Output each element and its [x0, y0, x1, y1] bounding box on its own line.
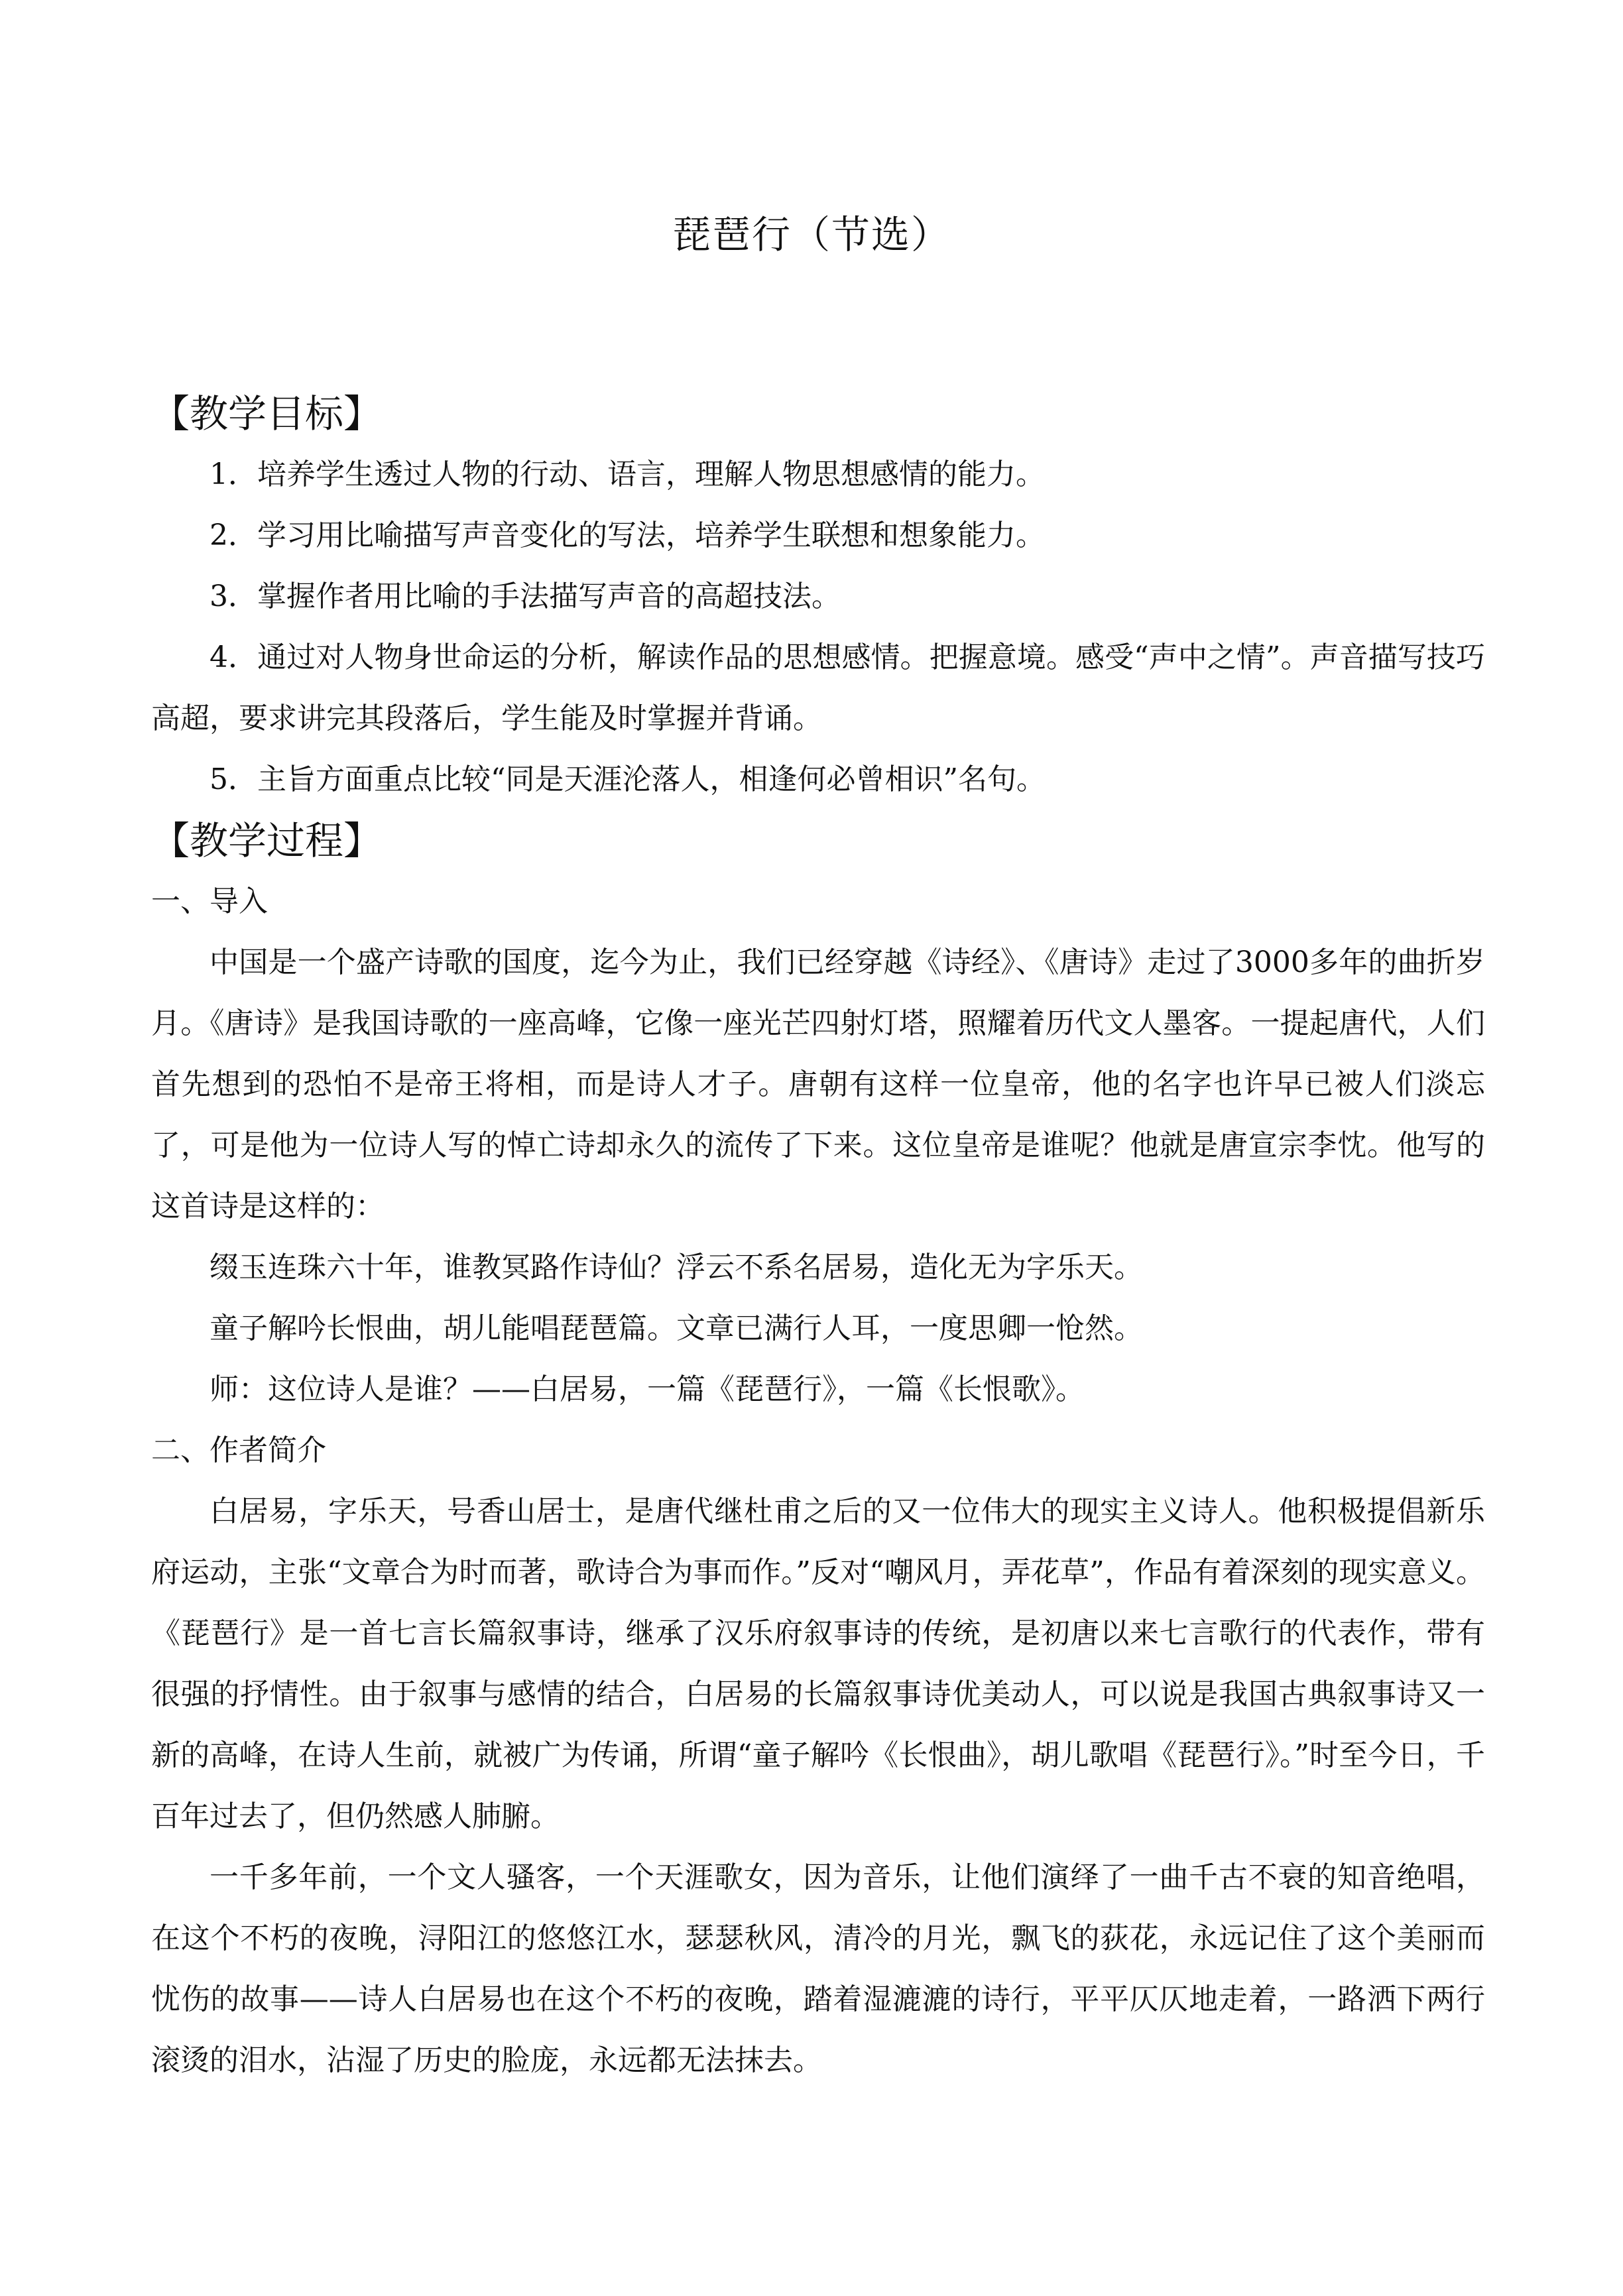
teacher-question: 师：这位诗人是谁？——白居易，一篇《琵琶行》，一篇《长恨歌》。 — [210, 1372, 1085, 1406]
section-heading-process: 【教学过程】 — [151, 818, 383, 863]
poem-line-1: 缀玉连珠六十年，谁教冥路作诗仙？浮云不系名居易，造化无为字乐天。 — [210, 1250, 1143, 1284]
subheading-author: 二、作者简介 — [151, 1433, 326, 1467]
document-title: 琵琶行（节选） — [672, 212, 951, 257]
author-paragraph-2: 一千多年前，一个文人骚客，一个天涯歌女，因为音乐，让他们演绎了一曲千古不衰的知音绝唱，在这个不朽的夜晚，浔阳江的悠悠江水，瑟瑟秋风，清冷的月光，飘飞的荻花，永远记住了这个美丽而忧伤的故事——诗人白居易也在这个不朽的夜晚，踏着湿漉漉的诗行，平平仄仄地走着，一路洒下两行滚烫的泪水，沾湿了历史的脸庞，永远都无法抹去。 — [151, 1860, 1485, 2077]
poem-line-2: 童子解吟长恨曲，胡儿能唱琵琶篇。文章已满行人耳，一度思卿一怆然。 — [210, 1311, 1143, 1345]
section-heading-objectives: 【教学目标】 — [151, 391, 383, 436]
objective-item-4: 4．通过对人物身世命运的分析，解读作品的思想感情。把握意境。感受“声中之情”。声音描写技巧高超，要求讲完其段落后，学生能及时掌握并背诵。 — [151, 640, 1485, 735]
objective-item-1: 1．培养学生透过人物的行动、语言，理解人物思想感情的能力。 — [210, 457, 1045, 491]
objective-item-2: 2．学习用比喻描写声音变化的写法，培养学生联想和想象能力。 — [210, 518, 1045, 552]
author-paragraph-1: 白居易，字乐天，号香山居士，是唐代继杜甫之后的又一位伟大的现实主义诗人。他积极提倡新乐府运动，主张“文章合为时而著，歌诗合为事而作。”反对“嘲风月，弄花草”，作品有着深刻的现实意义。《琵琶行》是一首七言长篇叙事诗，继承了汉乐府叙事诗的传统，是初唐以来七言歌行的代表作，带有很强的抒情性。由于叙事与感情的结合，白居易的长篇叙事诗优美动人，可以说是我国古典叙事诗又一新的高峰，在诗人生前，就被广为传诵，所谓“童子解吟《长恨曲》，胡儿歌唱《琵琶行》。”时至今日，千百年过去了，但仍然感人肺腑。 — [151, 1494, 1485, 1833]
objective-item-5: 5．主旨方面重点比较“同是天涯沦落人，相逢何必曾相识”名句。 — [210, 762, 1046, 796]
objective-item-3: 3．掌握作者用比喻的手法描写声音的高超技法。 — [210, 579, 841, 613]
subheading-intro: 一、导入 — [151, 884, 268, 918]
document-body — [151, 383, 1485, 2091]
intro-paragraph-1: 中国是一个盛产诗歌的国度，迄今为止，我们已经穿越《诗经》、《唐诗》走过了3000多年的曲折岁月。《唐诗》是我国诗歌的一座高峰，它像一座光芒四射灯塔，照耀着历代文人墨客。一提起唐代，人们首先想到的恐怕不是帝王将相，而是诗人才子。唐朝有这样一位皇帝，他的名字也许早已被人们淡忘了，可是他为一位诗人写的悼亡诗却永久的流传了下来。这位皇帝是谁呢？他就是唐宣宗李忱。他写的这首诗是这样的： — [151, 945, 1485, 1223]
